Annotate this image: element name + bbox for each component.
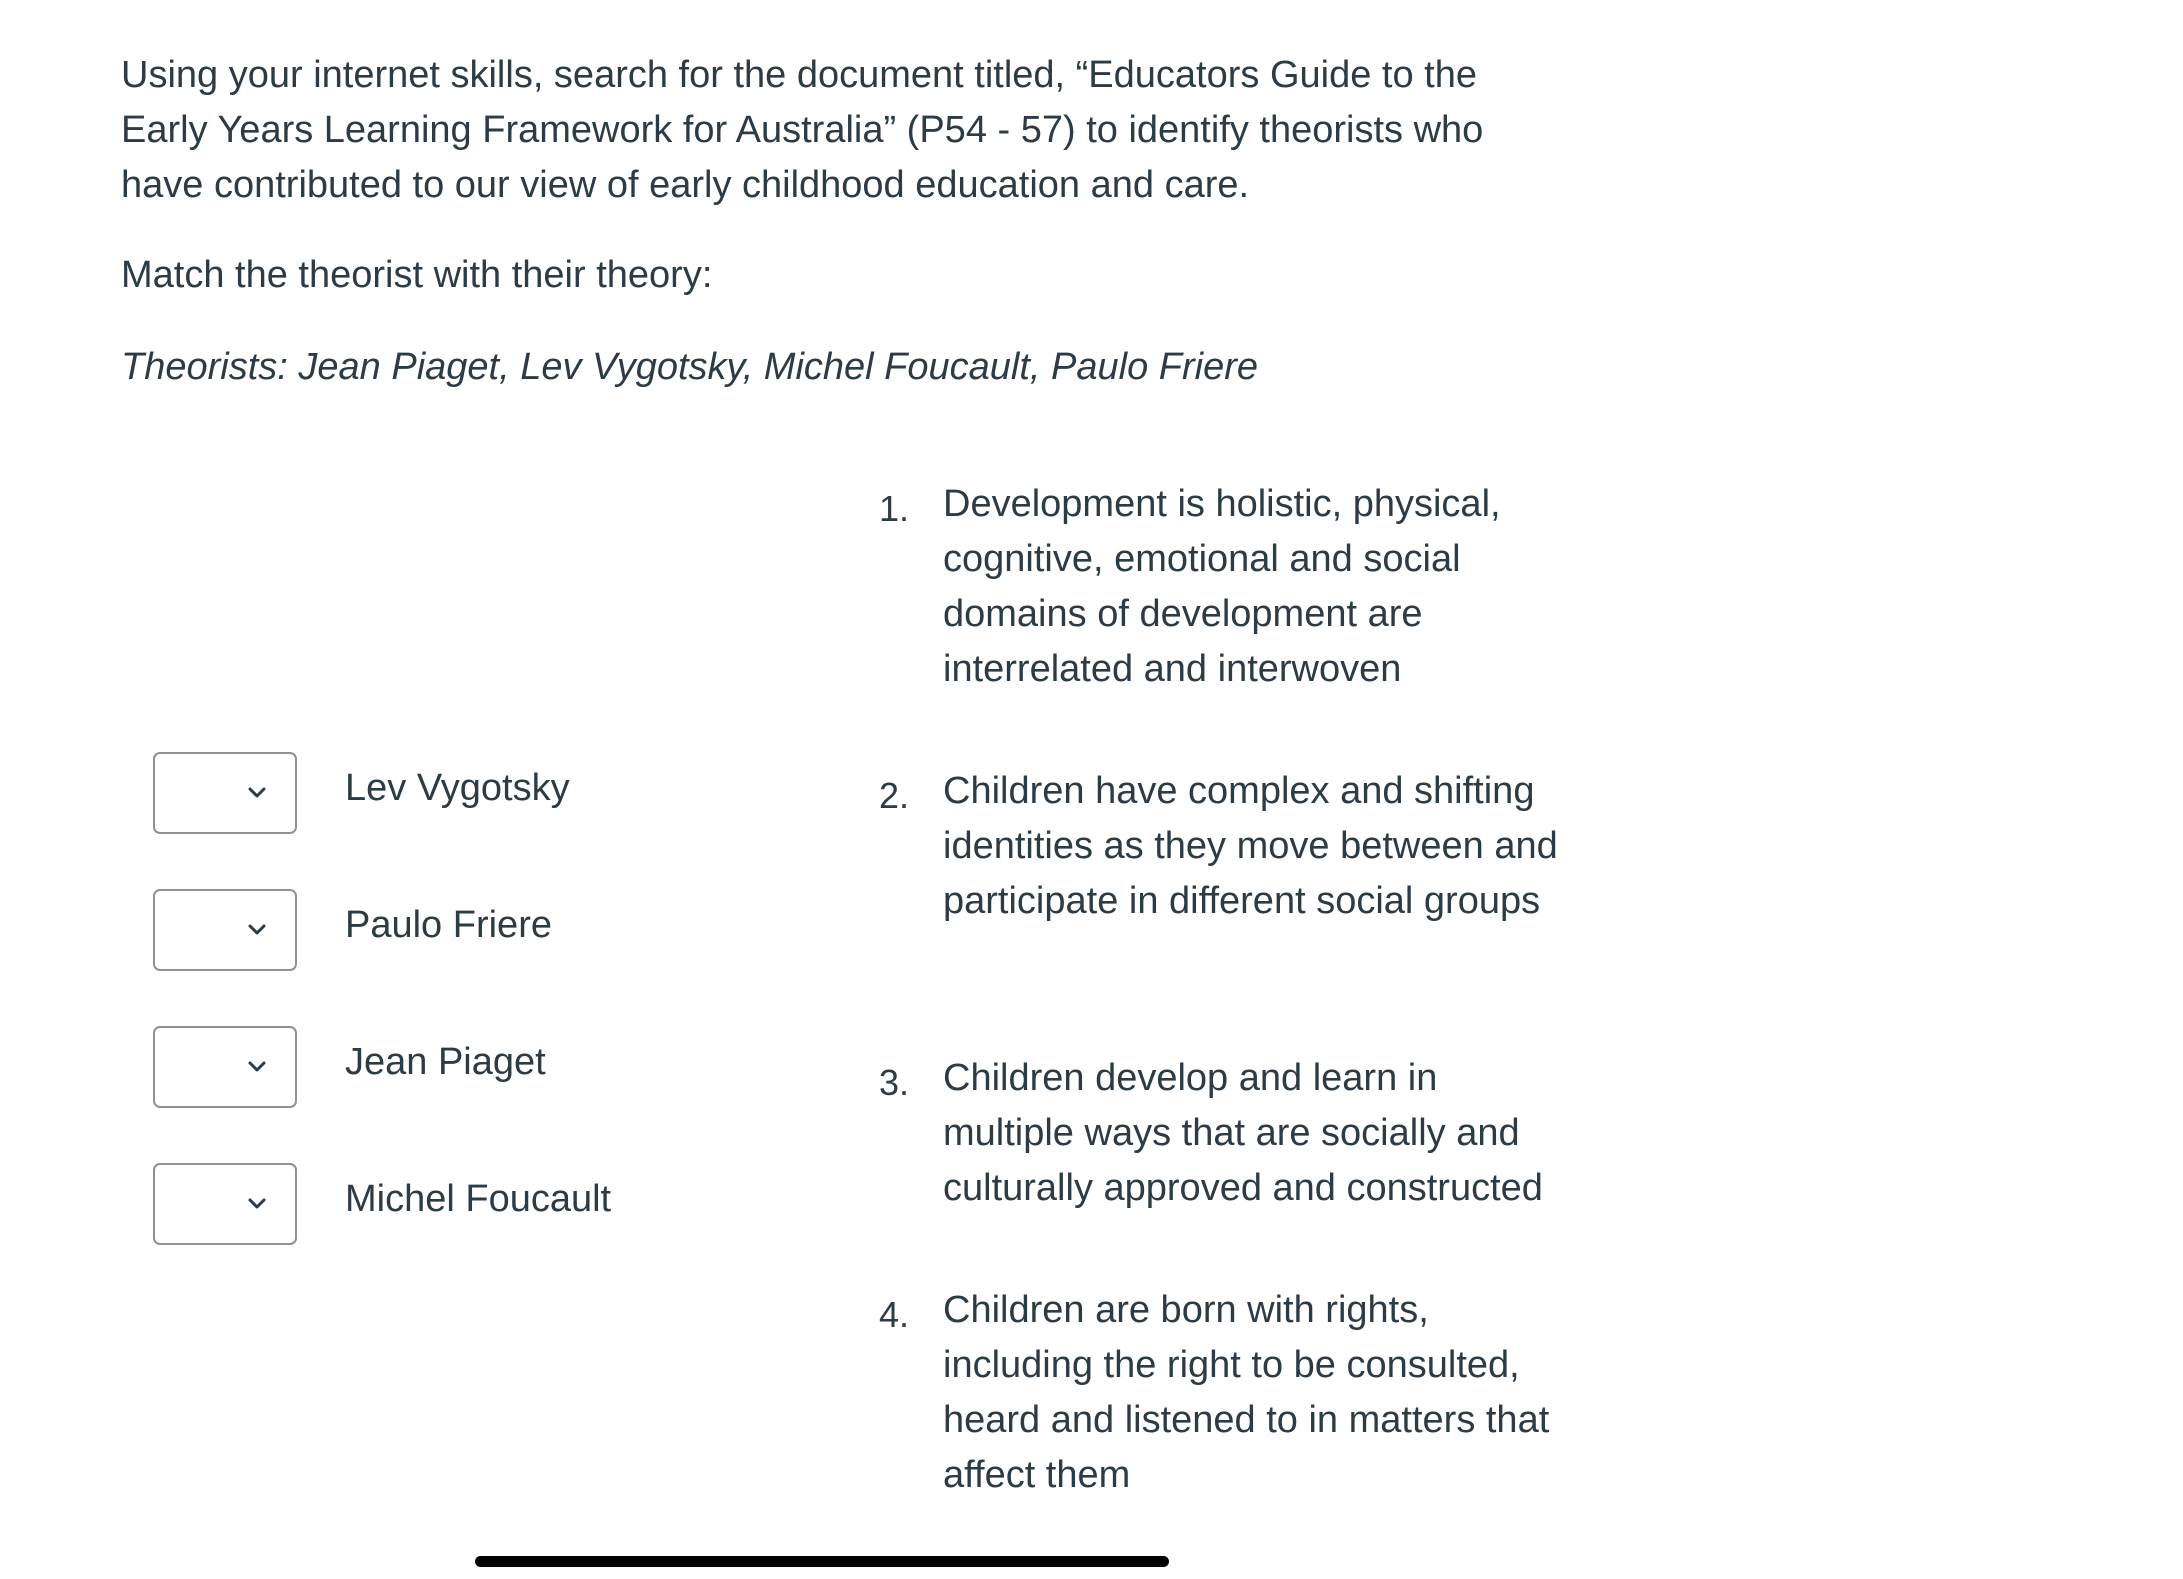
chevron-down-icon [247,1197,267,1211]
term-label: Lev Vygotsky [345,767,570,809]
answer-item [879,1283,1579,1503]
answer-number: 1. [879,488,910,529]
answer-select[interactable] [153,1163,297,1245]
answer-number: 2. [879,775,910,816]
match-row [153,888,552,972]
chevron-down-icon [247,923,267,937]
answer-select[interactable] [153,1026,297,1108]
term-label: Paulo Friere [345,904,552,946]
answer-text: Children have complex and shifting identities as they move between and participate in different social groups [943,770,1558,922]
question-intro: Using your internet skills, search for the document titled, “Educators Guide to the Early Years Learning Framework for Australia” (P54 - 57) to identify theorists who have contributed to our view of early childhood education and care. [121,54,1484,206]
home-indicator[interactable] [475,1556,1169,1567]
term-label: Jean Piaget [345,1041,546,1083]
answer-item [879,764,1579,929]
answer-text: Children develop and learn in multiple ways that are socially and culturally approved and constructed [943,1057,1543,1209]
answer-select[interactable] [153,889,297,971]
answer-number: 3. [879,1062,910,1103]
answer-number: 4. [879,1294,910,1335]
match-row [153,1025,546,1109]
match-row [153,1162,612,1246]
answer-text: Development is holistic, physical, cognitive, emotional and social domains of development are interrelated and interwoven [943,483,1501,690]
term-label: Michel Foucault [345,1178,612,1220]
question-instruction: Match the theorist with their theory: [121,254,713,296]
match-row [153,751,570,835]
answer-item [879,1051,1579,1216]
theorists-list: Theorists: Jean Piaget, Lev Vygotsky, Michel Foucault, Paulo Friere [121,346,1259,388]
answer-select[interactable] [153,752,297,834]
answer-item [879,477,1579,697]
chevron-down-icon [247,786,267,800]
chevron-down-icon [247,1060,267,1074]
answer-text: Children are born with rights, including the right to be consulted, heard and listened to in matters that affect them [943,1289,1550,1496]
